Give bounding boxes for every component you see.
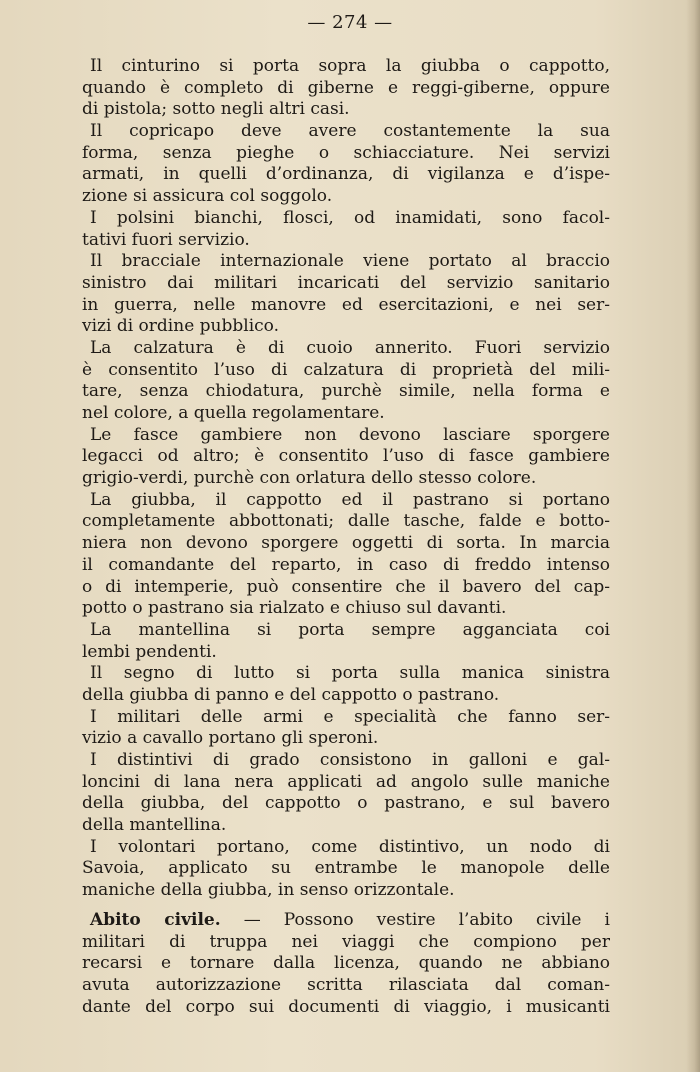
paragraph — [82, 425, 610, 490]
text-line: grigio-verdi, purchè con orlatura dello stesso colore. — [82, 468, 537, 489]
text-line: quando è completo di giberne e reggi-giberne, oppure — [82, 77, 610, 98]
paragraph — [82, 338, 610, 425]
text-line: Il bracciale internazionale viene portato al braccio — [90, 251, 610, 272]
text-line: di pistola; sotto negli altri casi. — [82, 99, 350, 120]
page-edge-shadow — [686, 0, 700, 1072]
section-abito-civile — [82, 910, 610, 1018]
text-line: niera non devono sporgere oggetti di sorta. In marcia — [82, 533, 610, 554]
text-line: nel colore, a quella regolamentare. — [82, 403, 385, 423]
text-line: della mantellina. — [82, 815, 227, 836]
text-line: tare, senza chiodatura, purchè simile, nella forma e — [82, 381, 610, 402]
text-line: maniche della giubba, in senso orizzontale. — [82, 880, 455, 901]
text-line: Il segno di lutto si porta sulla manica sinistra — [90, 663, 610, 684]
text-line: Il copricapo deve avere costantemente la sua — [90, 121, 610, 142]
text-line: avuta autorizzazione scritta rilasciata dal coman- — [82, 974, 610, 995]
section-lines — [82, 932, 610, 1019]
text-line: vizio a cavallo portano gli speroni. — [82, 728, 379, 749]
section-first-line — [82, 910, 610, 932]
text-line: della giubba di panno e del cappotto o pastrano. — [82, 684, 500, 705]
paragraph — [82, 620, 610, 663]
text-line: I volontari portano, come distintivo, un nodo di — [90, 836, 610, 857]
text-line: Le fasce gambiere non devono lasciare sporgere — [90, 424, 610, 445]
paragraph — [82, 56, 610, 121]
text-line: vizi di ordine pubblico. — [82, 316, 279, 337]
text-line: il comandante del reparto, in caso di freddo intenso — [82, 554, 610, 575]
text-line: potto o pastrano sia rialzato e chiuso sul davanti. — [82, 598, 507, 619]
body-text — [82, 56, 610, 1018]
paragraph — [82, 251, 610, 338]
text-line: I militari delle armi e specialità che fanno ser- — [90, 706, 610, 727]
text-line: Il cinturino si porta sopra la giubba o cappotto, — [90, 56, 610, 76]
text-line: tativi fuori servizio. — [82, 229, 250, 250]
section-heading: Abito civile. — [90, 909, 221, 930]
page-number: — 274 — — [307, 12, 393, 33]
text-line: lembi pendenti. — [82, 641, 217, 662]
text-line: forma, senza pieghe o schiacciature. Nei servizi — [82, 142, 610, 163]
text-line: I polsini bianchi, flosci, od inamidati, sono facol- — [90, 207, 610, 228]
text-line: loncini di lana nera applicati ad angolo sulle maniche — [82, 771, 610, 792]
text-line: zione si assicura col soggolo. — [82, 186, 333, 207]
text-line: completamente abbottonati; dalle tasche, falde e botto- — [82, 511, 610, 532]
paragraph — [82, 837, 610, 902]
paragraph — [82, 750, 610, 837]
text-line: I distintivi di grado consistono in galloni e gal- — [90, 750, 610, 770]
paragraph — [82, 208, 610, 251]
paragraph — [82, 663, 610, 706]
text-line: La giubba, il cappotto ed il pastrano si portano — [90, 489, 610, 510]
text-line: è consentito l’uso di calzatura di proprietà del mili- — [82, 359, 610, 380]
text-line: La calzatura è di cuoio annerito. Fuori servizio — [90, 337, 610, 358]
paragraph-list — [82, 56, 610, 902]
text-line: armati, in quelli d’ordinanza, di vigilanza e d’ispe- — [82, 164, 610, 185]
text-line: recarsi e tornare dalla licenza, quando ne abbiano — [82, 953, 610, 974]
paragraph — [82, 490, 610, 620]
text-line: La mantellina si porta sempre agganciata coi — [90, 619, 610, 640]
paragraph — [82, 707, 610, 750]
text-line: della giubba, del cappotto o pastrano, e sul bavero — [82, 793, 610, 814]
text-line: militari di truppa nei viaggi che compiono per — [82, 931, 610, 952]
text-line: in guerra, nelle manovre ed esercitazioni, e nei ser- — [82, 294, 610, 315]
paragraph — [82, 121, 610, 208]
text-line: legacci od altro; è consentito l’uso di fasce gambiere — [82, 446, 610, 467]
text-line: sinistro dai militari incaricati del servizio sanitario — [82, 272, 610, 293]
section-first-line-rest: — Possono vestire l’abito civile i — [220, 909, 610, 930]
text-line: Savoia, applicato su entrambe le manopole delle — [82, 858, 610, 879]
text-line: dante del corpo sui documenti di viaggio, i musicanti — [82, 996, 610, 1017]
text-line: o di intemperie, può consentire che il bavero del cap- — [82, 576, 610, 597]
